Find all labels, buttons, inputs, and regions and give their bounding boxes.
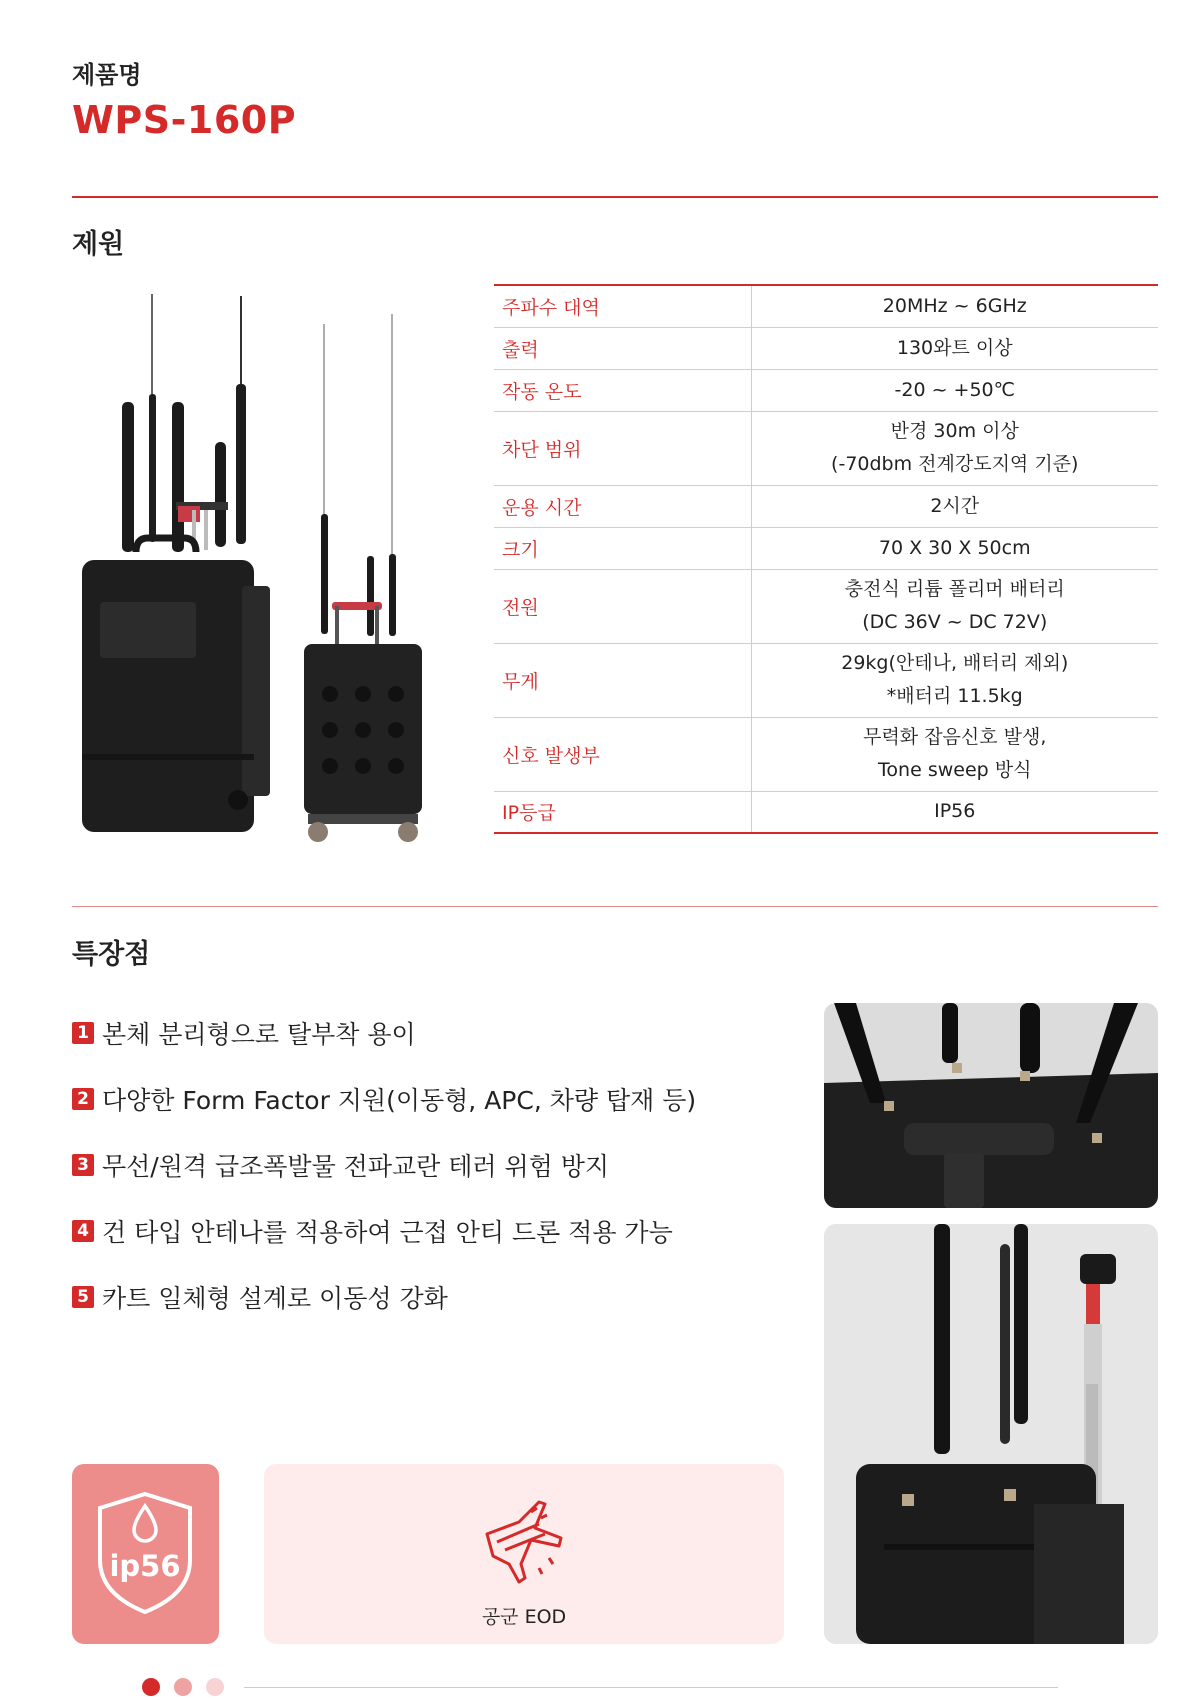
spec-divider — [72, 906, 1158, 907]
spec-row — [494, 717, 1158, 791]
cart-handle-photo — [824, 1224, 1158, 1644]
spec-section-title: 제원 — [72, 229, 125, 260]
feature-number-badge: 1 — [72, 1022, 94, 1044]
ip-rating-card — [72, 1464, 219, 1644]
spec-row — [494, 369, 1158, 411]
detail-photo-bottom — [824, 1224, 1158, 1644]
spec-row — [494, 411, 1158, 485]
eod-label: 공군 EOD — [481, 1606, 567, 1628]
spec-key: 차단 범위 — [494, 411, 751, 485]
features-section-title: 특장점 — [72, 939, 151, 970]
spec-value-line: *배터리 11.5kg — [886, 685, 1023, 707]
spec-value-line: IP56 — [934, 800, 976, 823]
spec-value — [751, 717, 1158, 791]
spec-value-line: 70 X 30 X 50cm — [878, 536, 1031, 559]
feature-number-badge: 5 — [72, 1286, 94, 1308]
product-model: WPS-160P — [72, 98, 297, 142]
eod-card — [264, 1464, 784, 1644]
spec-key: 주파수 대역 — [494, 285, 751, 327]
ip-badge-text: ip56 — [109, 1549, 181, 1583]
cart-unit-drawing — [304, 314, 422, 842]
spec-value-line: 2시간 — [930, 494, 980, 517]
spec-value-line: 20MHz ~ 6GHz — [882, 294, 1027, 317]
feature-item — [72, 1132, 696, 1198]
spec-value — [751, 285, 1158, 327]
spec-value-line: -20 ~ +50℃ — [894, 378, 1015, 401]
spec-row — [494, 485, 1158, 527]
spec-key: 무게 — [494, 643, 751, 717]
page-indicator — [142, 1678, 224, 1696]
spec-row — [494, 527, 1158, 569]
spec-row — [494, 643, 1158, 717]
product-illustration — [72, 284, 452, 884]
feature-item — [72, 1000, 696, 1066]
spec-key: 운용 시간 — [494, 485, 751, 527]
feature-list — [72, 1000, 696, 1330]
spec-value-line: 130와트 이상 — [896, 336, 1013, 359]
feature-text: 본체 분리형으로 탈부착 용이 — [102, 1020, 416, 1049]
spec-row — [494, 327, 1158, 369]
ip-shield-icon — [72, 1464, 219, 1644]
spec-table — [494, 284, 1158, 834]
feature-text: 무선/원격 급조폭발물 전파교란 테러 위험 방지 — [102, 1152, 610, 1181]
spec-value-line: 무력화 잡음신호 발생, — [863, 726, 1047, 748]
spec-key: 크기 — [494, 527, 751, 569]
feature-number-badge: 3 — [72, 1154, 94, 1176]
spec-value — [751, 643, 1158, 717]
feature-number-badge: 4 — [72, 1220, 94, 1242]
spec-value — [751, 369, 1158, 411]
spec-value — [751, 569, 1158, 643]
jet-aircraft-icon — [479, 1494, 569, 1589]
spec-key: 출력 — [494, 327, 751, 369]
spec-value-line: (DC 36V ~ DC 72V) — [862, 611, 1048, 633]
pager-line — [244, 1687, 1058, 1688]
spec-value-line: Tone sweep 방식 — [878, 759, 1032, 781]
feature-item — [72, 1198, 696, 1264]
spec-value — [751, 527, 1158, 569]
spec-row — [494, 569, 1158, 643]
main-unit-drawing — [82, 294, 270, 832]
spec-key: IP등급 — [494, 791, 751, 833]
header-divider — [72, 196, 1158, 198]
spec-value — [751, 327, 1158, 369]
feature-text: 다양한 Form Factor 지원(이동형, APC, 차량 탑재 등) — [102, 1086, 697, 1115]
product-label: 제품명 — [72, 61, 142, 89]
spec-row — [494, 285, 1158, 327]
spec-value-line: 29kg(안테나, 배터리 제외) — [841, 652, 1069, 674]
spec-value — [751, 485, 1158, 527]
feature-number-badge: 2 — [72, 1088, 94, 1110]
spec-value-line: 충전식 리튬 폴리머 배터리 — [844, 578, 1065, 600]
spec-value — [751, 411, 1158, 485]
spec-value — [751, 791, 1158, 833]
page-dot-2[interactable] — [174, 1678, 192, 1696]
spec-key: 작동 온도 — [494, 369, 751, 411]
page-dot-3[interactable] — [206, 1678, 224, 1696]
product-photo — [72, 284, 452, 884]
feature-text: 건 타입 안테나를 적용하여 근접 안티 드론 적용 가능 — [102, 1218, 673, 1247]
feature-item — [72, 1264, 696, 1330]
spec-value-line: (-70dbm 전계강도지역 기준) — [831, 453, 1079, 475]
page-dot-1[interactable] — [142, 1678, 160, 1696]
spec-value-line: 반경 30m 이상 — [890, 420, 1019, 442]
detail-photo-top — [824, 1003, 1158, 1208]
spec-key: 신호 발생부 — [494, 717, 751, 791]
antenna-connector-photo — [824, 1003, 1158, 1208]
feature-text: 카트 일체형 설계로 이동성 강화 — [102, 1284, 448, 1313]
spec-key: 전원 — [494, 569, 751, 643]
feature-item — [72, 1066, 696, 1132]
spec-row — [494, 791, 1158, 833]
